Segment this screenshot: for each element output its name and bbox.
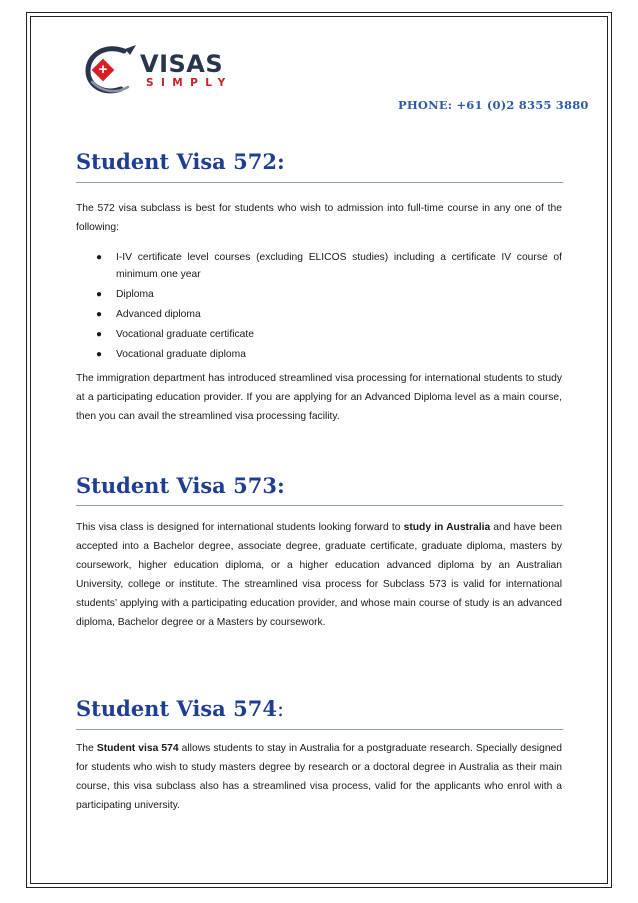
heading-text: Student Visa 574	[76, 696, 277, 721]
visa-572-course-list	[76, 249, 562, 363]
bullet-icon: ●	[96, 329, 103, 340]
logo-brand-text: VISAS	[140, 50, 224, 78]
heading-underline	[76, 729, 563, 730]
heading-student-visa-573	[76, 473, 285, 498]
heading-colon: :	[276, 149, 285, 174]
visa-574-description	[76, 739, 562, 815]
heading-student-visa-574	[76, 696, 284, 721]
list-item-text: Advanced diploma	[116, 309, 201, 320]
visas-simply-logo	[84, 42, 234, 98]
heading-underline	[76, 505, 563, 506]
list-item	[76, 249, 562, 283]
student-visa-574-emphasis: Student visa 574	[96, 743, 179, 754]
bullet-icon: ●	[96, 349, 103, 360]
heading-underline	[76, 182, 563, 183]
logo-sub-text: SIMPLY	[146, 77, 233, 89]
body-text-start: This visa class is designed for international students looking forward to	[76, 522, 404, 533]
list-item	[76, 346, 562, 363]
body-text-end: and have been accepted into a Bachelor degree, associate degree, graduate certificate, graduate diploma, masters by coursework, higher education diploma, or a higher education advanced diploma by an Australian University, college or institute. The streamlined visa process for Subclass 573 is valid for international students’ applying with a participating education provider, and whose main course of study is an advanced diploma, Bachelor degree or a Masters by coursework.	[76, 522, 563, 628]
body-text-end: allows students to stay in Australia for a postgraduate research. Specially designed for students who wish to study masters degree by research or a doctoral degree in Australia as their main course, this visa subclass also has a streamlined visa process, valid for the applicants who enrol with a participating university.	[76, 743, 562, 811]
heading-colon: :	[276, 697, 285, 721]
bullet-icon: ●	[96, 309, 103, 320]
phone-number: PHONE: +61 (0)2 8355 3880	[398, 98, 589, 112]
body-text-start: The	[76, 743, 97, 754]
heading-text: Student Visa 573	[76, 473, 277, 498]
heading-colon: :	[276, 473, 285, 498]
heading-text: Student Visa 572	[76, 149, 277, 174]
list-item-text: Vocational graduate diploma	[116, 349, 246, 360]
logo-plus-icon: +	[98, 61, 108, 78]
list-item	[76, 326, 562, 343]
visa-573-description	[76, 518, 562, 632]
list-item	[76, 306, 562, 323]
list-item-text: Vocational graduate certificate	[116, 329, 254, 340]
list-item-text: I-IV certificate level courses (excluding ELICOS studies) including a certificate IV course of minimum one year	[116, 252, 562, 280]
visa-572-streamlined-info: The immigration department has introduced streamlined visa processing for international students to study at a participating education provider. If you are applying for an Advanced Diploma level as a main course, then you can avail the streamlined visa processing facility.	[76, 373, 562, 422]
bullet-icon: ●	[96, 252, 103, 263]
list-item	[76, 286, 562, 303]
visa-572-intro: The 572 visa subclass is best for students who wish to admission into full-time course in any one of the following:	[76, 203, 562, 233]
study-in-australia-emphasis: study in Australia	[403, 522, 491, 533]
heading-student-visa-572	[76, 149, 285, 174]
bullet-icon: ●	[96, 289, 103, 300]
list-item-text: Diploma	[116, 289, 154, 300]
